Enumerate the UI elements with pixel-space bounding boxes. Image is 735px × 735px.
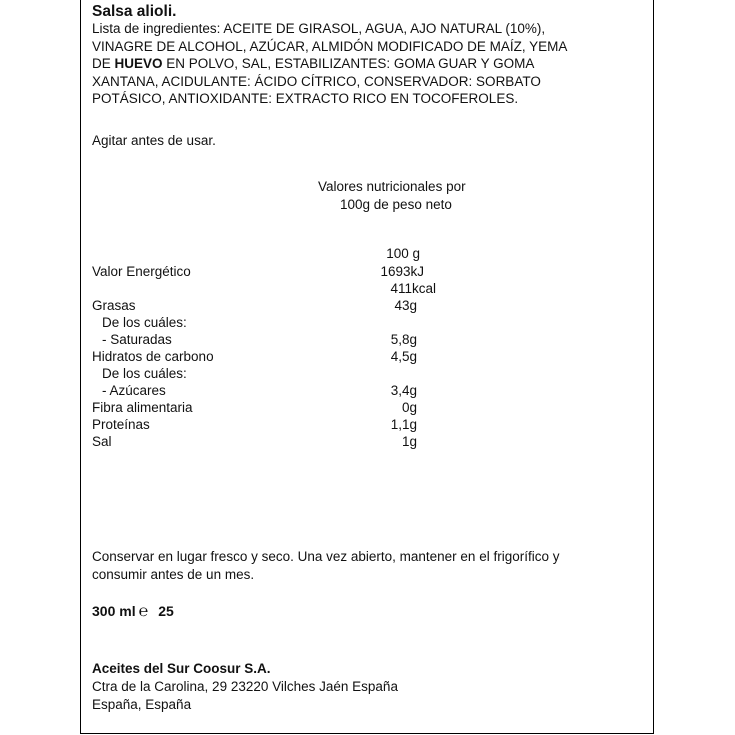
net-volume: 300 ml (92, 603, 136, 619)
company-address: Ctra de la Carolina, 29 23220 Vilches Jaén España (92, 679, 398, 694)
nutrient-label-de-los-cuales-2: De los cuáles: (102, 366, 187, 381)
company-name: Aceites del Sur Coosur S.A. (92, 661, 271, 676)
energy-kj: 1693kJ (380, 264, 424, 279)
energy-kcal: 411kcal (390, 281, 436, 296)
nutrient-value-fibra: 0g (401, 400, 417, 415)
nutrient-value-azucares: 3,4g (390, 383, 417, 398)
estimated-sign-icon: ℮ (138, 603, 149, 620)
nutrient-label-proteinas: Proteínas (92, 417, 150, 432)
nutrient-value-hidratos: 4,5g (390, 349, 417, 364)
nutrient-label-hidratos: Hidratos de carbono (92, 349, 214, 364)
storage-line-1: Conservar en lugar fresco y seco. Una vez abierto, mantener en el frigorífico y (92, 549, 560, 564)
ingredients-list (92, 20, 652, 108)
unit-count: 25 (158, 603, 174, 619)
quantity-line (92, 603, 174, 620)
ingredients-line-4: XANTANA, ACIDULANTE: ÁCIDO CÍTRICO, CONSERVADOR: SORBATO (92, 73, 541, 89)
nutrition-column-header: 100 g (386, 246, 420, 261)
nutrient-value-proteinas: 1,1g (390, 417, 417, 432)
nutrient-label-sal: Sal (92, 434, 112, 449)
nutrient-label-azucares: - Azúcares (102, 383, 166, 398)
ingredients-line-2: VINAGRE DE ALCOHOL, AZÚCAR, ALMIDÓN MODIFICADO DE MAÍZ, YEMA (92, 38, 568, 54)
nutrient-value-grasas: 43g (394, 298, 417, 313)
allergen-huevo: HUEVO (114, 56, 163, 71)
nutrition-header-line-2: 100g de peso neto (340, 197, 452, 212)
nutrient-label-de-los-cuales-1: De los cuáles: (102, 315, 187, 330)
nutrition-header-line-1: Valores nutricionales por (318, 179, 466, 194)
nutrient-label-saturadas: - Saturadas (102, 332, 172, 347)
product-title: Salsa alioli. (92, 3, 177, 20)
ingredients-line-1: Lista de ingredientes: ACEITE DE GIRASOL, AGUA, AJO NATURAL (10%), (92, 21, 546, 36)
nutrient-label-fibra: Fibra alimentaria (92, 400, 193, 415)
company-country: España, España (92, 697, 192, 712)
storage-line-2: consumir antes de un mes. (92, 567, 255, 582)
nutrient-value-saturadas: 5,8g (390, 332, 417, 347)
nutrient-value-sal: 1g (401, 434, 417, 449)
usage-instruction: Agitar antes de usar. (92, 133, 216, 148)
energy-label: Valor Energético (92, 264, 191, 279)
ingredients-line-5: POTÁSICO, ANTIOXIDANTE: EXTRACTO RICO EN TOCOFEROLES. (92, 91, 519, 106)
nutrient-label-grasas: Grasas (92, 298, 136, 313)
ingredients-line-3: DE HUEVO EN POLVO, SAL, ESTABILIZANTES: GOMA GUAR Y GOMA (92, 56, 535, 71)
